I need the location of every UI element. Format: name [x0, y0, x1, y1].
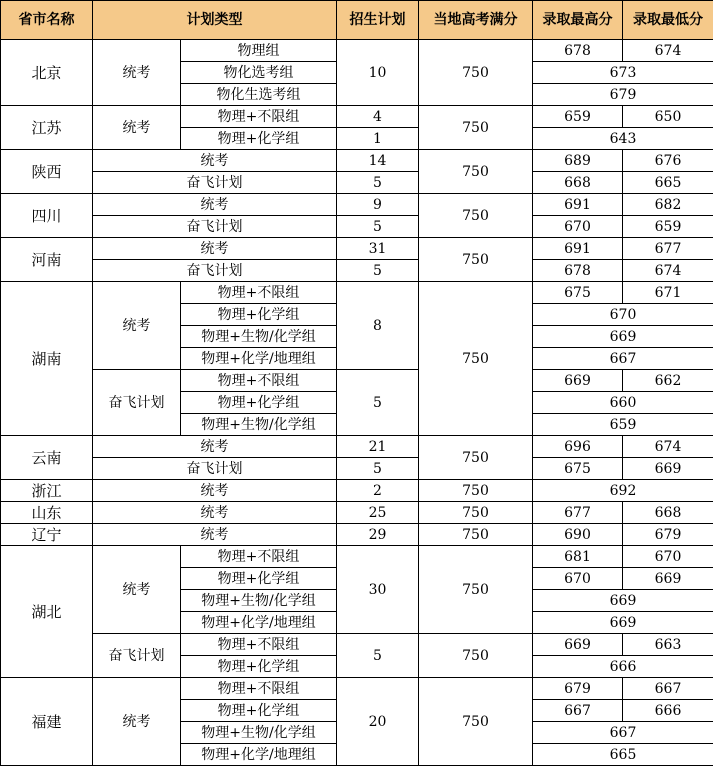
- subject-group-cell: 物理+不限组: [181, 370, 337, 392]
- score-cell: 679: [533, 84, 713, 106]
- plan-type-cell: 奋飞计划: [93, 216, 337, 238]
- full-score-cell: 750: [419, 502, 533, 524]
- enrollment-cell: 8: [337, 282, 419, 370]
- max-score-cell: 691: [533, 238, 623, 260]
- min-score-cell: 662: [623, 370, 713, 392]
- min-score-cell: 670: [623, 546, 713, 568]
- enrollment-cell: 5: [337, 370, 419, 436]
- enrollment-cell: 29: [337, 524, 419, 546]
- subject-group-cell: 物理+生物/化学组: [181, 326, 337, 348]
- max-score-cell: 667: [533, 700, 623, 722]
- min-score-cell: 674: [623, 436, 713, 458]
- subject-group-cell: 物理+不限组: [181, 106, 337, 128]
- max-score-cell: 678: [533, 40, 623, 62]
- plan-type-cell: 奋飞计划: [93, 260, 337, 282]
- plan-type-cell: 统考: [93, 282, 181, 370]
- full-score-cell: 750: [419, 634, 533, 678]
- subject-group-cell: 物理+不限组: [181, 546, 337, 568]
- plan-type-cell: 统考: [93, 678, 181, 766]
- header-min-score: 录取最低分: [623, 1, 713, 40]
- min-score-cell: 682: [623, 194, 713, 216]
- enrollment-cell: 5: [337, 216, 419, 238]
- plan-type-cell: 统考: [93, 238, 337, 260]
- min-score-cell: 676: [623, 150, 713, 172]
- subject-group-cell: 物化生选考组: [181, 84, 337, 106]
- full-score-cell: 750: [419, 436, 533, 480]
- header-full-score: 当地高考满分: [419, 1, 533, 40]
- table-row: [1, 238, 713, 260]
- max-score-cell: 670: [533, 216, 623, 238]
- table-row: [1, 502, 713, 524]
- enrollment-cell: 31: [337, 238, 419, 260]
- enrollment-cell: 9: [337, 194, 419, 216]
- max-score-cell: 675: [533, 458, 623, 480]
- plan-type-cell: 统考: [93, 194, 337, 216]
- subject-group-cell: 物理+化学/地理组: [181, 612, 337, 634]
- max-score-cell: 677: [533, 502, 623, 524]
- plan-type-cell: 统考: [93, 546, 181, 634]
- full-score-cell: 750: [419, 150, 533, 194]
- full-score-cell: 750: [419, 480, 533, 502]
- score-cell: 669: [533, 612, 713, 634]
- score-cell: 669: [533, 326, 713, 348]
- min-score-cell: 667: [623, 678, 713, 700]
- full-score-cell: 750: [419, 282, 533, 436]
- min-score-cell: 674: [623, 260, 713, 282]
- table-row: [1, 106, 713, 128]
- subject-group-cell: 物理+化学组: [181, 392, 337, 414]
- province-cell: 湖南: [1, 282, 93, 436]
- score-cell: 665: [533, 744, 713, 766]
- max-score-cell: 691: [533, 194, 623, 216]
- subject-group-cell: 物理+不限组: [181, 634, 337, 656]
- subject-group-cell: 物理+不限组: [181, 678, 337, 700]
- min-score-cell: 677: [623, 238, 713, 260]
- score-cell: 667: [533, 722, 713, 744]
- min-score-cell: 665: [623, 172, 713, 194]
- header-enrollment: 招生计划: [337, 1, 419, 40]
- full-score-cell: 750: [419, 546, 533, 634]
- subject-group-cell: 物理+生物/化学组: [181, 722, 337, 744]
- max-score-cell: 669: [533, 634, 623, 656]
- score-cell: 659: [533, 414, 713, 436]
- subject-group-cell: 物理+化学组: [181, 700, 337, 722]
- max-score-cell: 690: [533, 524, 623, 546]
- header-max-score: 录取最高分: [533, 1, 623, 40]
- max-score-cell: 696: [533, 436, 623, 458]
- subject-group-cell: 物理+化学组: [181, 304, 337, 326]
- table-row: [1, 194, 713, 216]
- province-cell: 湖北: [1, 546, 93, 678]
- min-score-cell: 663: [623, 634, 713, 656]
- max-score-cell: 689: [533, 150, 623, 172]
- score-cell: 692: [533, 480, 713, 502]
- table-row: [1, 370, 713, 392]
- score-cell: 667: [533, 348, 713, 370]
- enrollment-cell: 1: [337, 128, 419, 150]
- enrollment-cell: 21: [337, 436, 419, 458]
- table-row: [1, 150, 713, 172]
- plan-type-cell: 奋飞计划: [93, 634, 181, 678]
- province-cell: 陕西: [1, 150, 93, 194]
- table-row: [1, 40, 713, 62]
- table-row: [1, 546, 713, 568]
- subject-group-cell: 物化选考组: [181, 62, 337, 84]
- header-plan-type: 计划类型: [93, 1, 337, 40]
- min-score-cell: 669: [623, 568, 713, 590]
- subject-group-cell: 物理+化学/地理组: [181, 744, 337, 766]
- province-cell: 北京: [1, 40, 93, 106]
- full-score-cell: 750: [419, 524, 533, 546]
- min-score-cell: 669: [623, 458, 713, 480]
- min-score-cell: 671: [623, 282, 713, 304]
- table-row: [1, 480, 713, 502]
- table-row: [1, 458, 713, 480]
- score-cell: 673: [533, 62, 713, 84]
- plan-type-cell: 统考: [93, 524, 337, 546]
- max-score-cell: 681: [533, 546, 623, 568]
- max-score-cell: 668: [533, 172, 623, 194]
- province-cell: 河南: [1, 238, 93, 282]
- plan-type-cell: 奋飞计划: [93, 370, 181, 436]
- province-cell: 山东: [1, 502, 93, 524]
- table-row: [1, 282, 713, 304]
- score-cell: 660: [533, 392, 713, 414]
- plan-type-cell: 统考: [93, 502, 337, 524]
- min-score-cell: 650: [623, 106, 713, 128]
- full-score-cell: 750: [419, 40, 533, 106]
- table-row: [1, 678, 713, 700]
- full-score-cell: 750: [419, 194, 533, 238]
- plan-type-cell: 统考: [93, 40, 181, 106]
- table-row: [1, 172, 713, 194]
- max-score-cell: 670: [533, 568, 623, 590]
- max-score-cell: 675: [533, 282, 623, 304]
- enrollment-cell: 20: [337, 678, 419, 766]
- enrollment-cell: 4: [337, 106, 419, 128]
- enrollment-cell: 5: [337, 634, 419, 678]
- subject-group-cell: 物理+不限组: [181, 282, 337, 304]
- min-score-cell: 674: [623, 40, 713, 62]
- subject-group-cell: 物理+化学组: [181, 128, 337, 150]
- enrollment-cell: 14: [337, 150, 419, 172]
- subject-group-cell: 物理+生物/化学组: [181, 590, 337, 612]
- plan-type-cell: 奋飞计划: [93, 458, 337, 480]
- province-cell: 江苏: [1, 106, 93, 150]
- enrollment-cell: 5: [337, 458, 419, 480]
- min-score-cell: 666: [623, 700, 713, 722]
- full-score-cell: 750: [419, 238, 533, 282]
- province-cell: 辽宁: [1, 524, 93, 546]
- score-cell: 643: [533, 128, 713, 150]
- max-score-cell: 659: [533, 106, 623, 128]
- score-cell: 666: [533, 656, 713, 678]
- province-cell: 福建: [1, 678, 93, 766]
- max-score-cell: 678: [533, 260, 623, 282]
- subject-group-cell: 物理组: [181, 40, 337, 62]
- enrollment-cell: 5: [337, 260, 419, 282]
- subject-group-cell: 物理+化学组: [181, 568, 337, 590]
- plan-type-cell: 统考: [93, 480, 337, 502]
- plan-type-cell: 统考: [93, 106, 181, 150]
- min-score-cell: 659: [623, 216, 713, 238]
- plan-type-cell: 奋飞计划: [93, 172, 337, 194]
- min-score-cell: 679: [623, 524, 713, 546]
- table-row: [1, 436, 713, 458]
- header-row: [1, 1, 713, 40]
- province-cell: 四川: [1, 194, 93, 238]
- province-cell: 浙江: [1, 480, 93, 502]
- max-score-cell: 669: [533, 370, 623, 392]
- table-row: [1, 216, 713, 238]
- enrollment-cell: 25: [337, 502, 419, 524]
- subject-group-cell: 物理+生物/化学组: [181, 414, 337, 436]
- subject-group-cell: 物理+化学/地理组: [181, 348, 337, 370]
- province-cell: 云南: [1, 436, 93, 480]
- enrollment-cell: 10: [337, 40, 419, 106]
- table-row: [1, 524, 713, 546]
- enrollment-cell: 30: [337, 546, 419, 634]
- enrollment-cell: 5: [337, 172, 419, 194]
- full-score-cell: 750: [419, 678, 533, 766]
- full-score-cell: 750: [419, 106, 533, 150]
- min-score-cell: 668: [623, 502, 713, 524]
- enrollment-cell: 2: [337, 480, 419, 502]
- score-cell: 670: [533, 304, 713, 326]
- subject-group-cell: 物理+化学组: [181, 656, 337, 678]
- max-score-cell: 679: [533, 678, 623, 700]
- table-row: [1, 634, 713, 656]
- score-cell: 669: [533, 590, 713, 612]
- plan-type-cell: 统考: [93, 150, 337, 172]
- header-province: 省市名称: [1, 1, 93, 40]
- table-row: [1, 260, 713, 282]
- plan-type-cell: 统考: [93, 436, 337, 458]
